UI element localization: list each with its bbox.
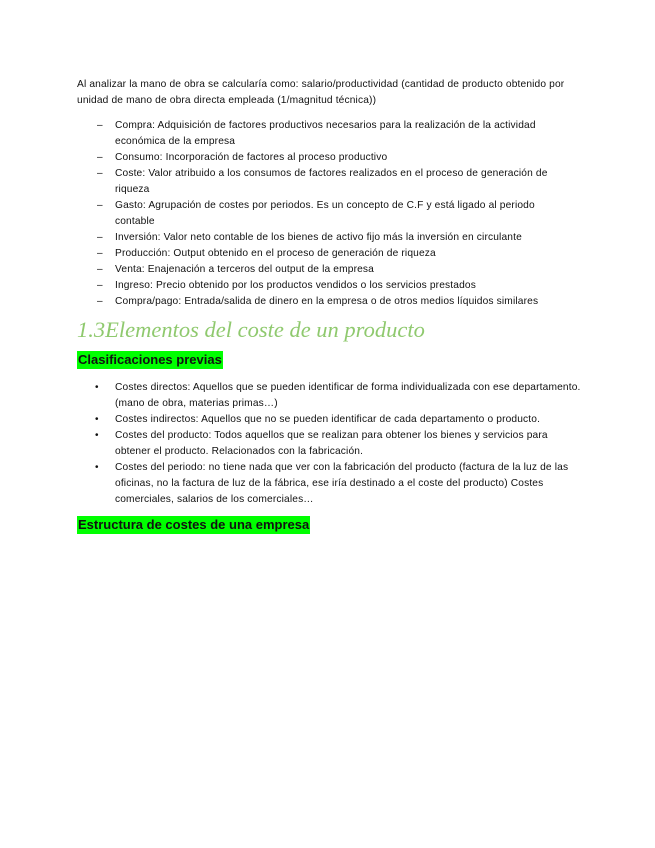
list-item-text: Producción: Output obtenido en el proceso de generación de riqueza bbox=[115, 248, 436, 259]
list-item-text: Gasto: Agrupación de costes por periodos. Es un concepto de C.F y está ligado al periodo contable bbox=[115, 200, 535, 227]
list-item bbox=[77, 166, 577, 198]
list-item bbox=[77, 246, 577, 262]
classifications-list bbox=[77, 380, 582, 508]
list-item bbox=[77, 460, 582, 508]
list-item bbox=[77, 230, 577, 246]
subheading-highlighted: Clasificaciones previas bbox=[78, 352, 222, 367]
list-item-text: Venta: Enajenación a terceros del output de la empresa bbox=[115, 264, 374, 275]
intro-paragraph: Al analizar la mano de obra se calcularía como: salario/productividad (cantidad de producto obtenido por unidad de mano de obra directa empleada (1/magnitud técnica)) bbox=[77, 79, 565, 106]
list-item bbox=[77, 150, 577, 166]
definitions-list bbox=[77, 118, 577, 310]
list-item bbox=[77, 428, 582, 460]
list-item bbox=[77, 262, 577, 278]
dash-bullet: – bbox=[97, 296, 103, 307]
list-item-text: Consumo: Incorporación de factores al proceso productivo bbox=[115, 152, 388, 163]
list-item-text: Costes del producto: Todos aquellos que se realizan para obtener los bienes y servicios para obtener el producto. Relacionados con la fabricación. bbox=[115, 430, 548, 457]
list-item bbox=[77, 278, 577, 294]
list-item bbox=[77, 294, 577, 310]
list-item-text: Ingreso: Precio obtenido por los productos vendidos o los servicios prestados bbox=[115, 280, 476, 291]
list-item-text: Compra: Adquisición de factores productivos necesarios para la realización de la actividad económica de la empresa bbox=[115, 120, 536, 147]
dash-bullet: – bbox=[97, 232, 103, 243]
list-item-text: Costes indirectos: Aquellos que no se pueden identificar de cada departamento o producto. bbox=[115, 414, 541, 425]
bullet-dot: • bbox=[95, 462, 99, 473]
dash-bullet: – bbox=[97, 200, 103, 211]
bullet-dot: • bbox=[95, 382, 99, 393]
list-item bbox=[77, 198, 577, 230]
subheading-highlighted: Estructura de costes de una empresa bbox=[78, 517, 310, 532]
bullet-dot: • bbox=[95, 430, 99, 441]
dash-bullet: – bbox=[97, 248, 103, 259]
list-item bbox=[77, 380, 582, 412]
dash-bullet: – bbox=[97, 264, 103, 275]
dash-bullet: – bbox=[97, 152, 103, 163]
bullet-dot: • bbox=[95, 414, 99, 425]
dash-bullet: – bbox=[97, 168, 103, 179]
list-item-text: Compra/pago: Entrada/salida de dinero en la empresa o de otros medios líquidos similares bbox=[115, 296, 539, 307]
list-item bbox=[77, 118, 577, 150]
list-item bbox=[77, 412, 582, 428]
dash-bullet: – bbox=[97, 120, 103, 131]
list-item-text: Costes del periodo: no tiene nada que ver con la fabricación del producto (factura de la luz de las oficinas, no la factura de luz de la fábrica, ese iría destinado a el coste del producto) Costes comerciales, salarios de los comerciales… bbox=[115, 462, 569, 505]
list-item-text: Inversión: Valor neto contable de los bienes de activo fijo más la inversión en circulante bbox=[115, 232, 522, 243]
dash-bullet: – bbox=[97, 280, 103, 291]
list-item-text: Costes directos: Aquellos que se pueden identificar de forma individualizada con ese departamento. (mano de obra, materias primas…) bbox=[115, 382, 581, 409]
list-item-text: Coste: Valor atribuido a los consumos de factores realizados en el proceso de generación de riqueza bbox=[115, 168, 548, 195]
section-heading: 1.3Elementos del coste de un producto bbox=[77, 317, 425, 342]
